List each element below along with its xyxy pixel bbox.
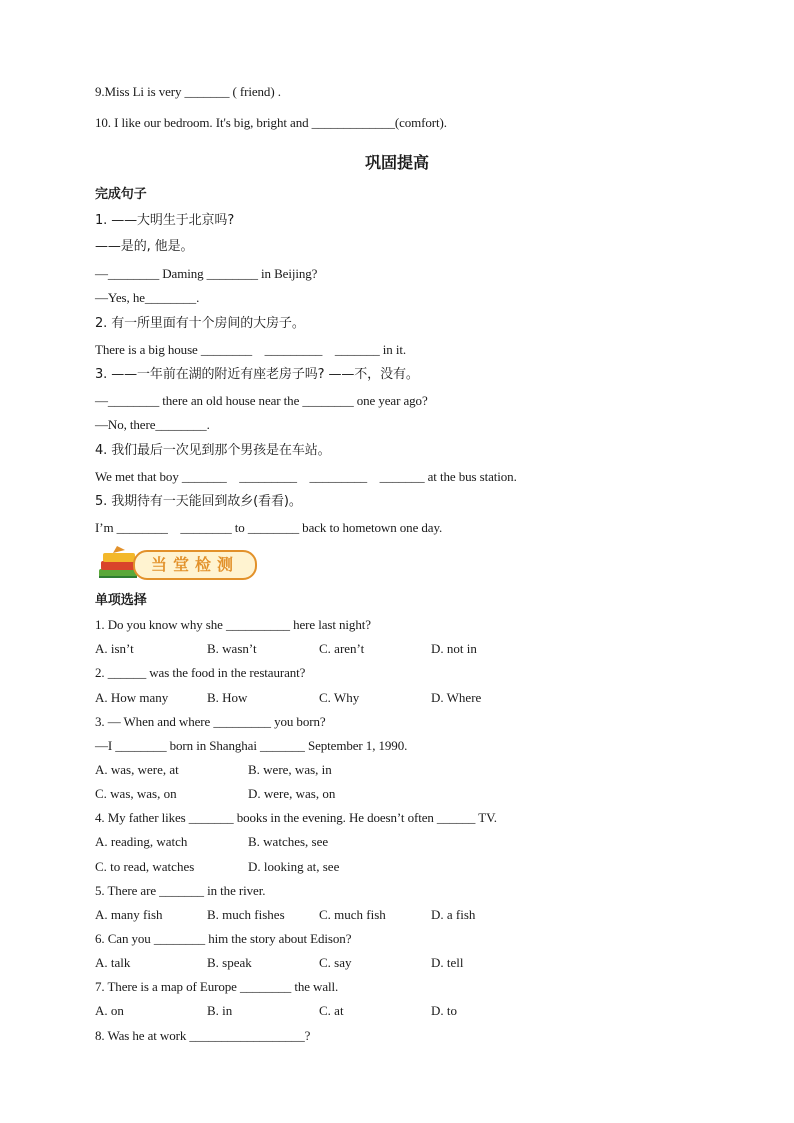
complete-line: —________ there an old house near the ________ one year ago? [95,393,428,408]
option: A. isn’t [95,641,134,656]
option: D. looking at, see [248,859,340,874]
option: D. tell [431,955,464,970]
option: C. at [319,1003,344,1018]
option: A. reading, watch [95,834,188,849]
complete-line: 3. ——一年前在湖的附近有座老房子吗? ——不，没有。 [95,367,419,382]
option: A. on [95,1003,124,1018]
option: B. watches, see [248,834,329,849]
option: C. Why [319,690,360,705]
option: B. in [207,1003,233,1018]
classroom-test-banner [95,545,260,583]
complete-line: 5. 我期待有一天能回到故乡(看看)。 [95,494,302,509]
question-stem-2: —I ________ born in Shanghai _______ September 1, 1990. [95,738,408,753]
section-title: 巩固提高 [364,153,429,172]
question-stem: 2. ______ was the food in the restaurant? [95,665,306,680]
question-stem: 6. Can you ________ him the story about Edison? [95,931,352,946]
complete-line: I’m ________ ________ to ________ back to hometown one day. [95,520,443,535]
complete-line: —________ Daming ________ in Beijing? [95,266,318,281]
single-choice-heading: 单项选择 [95,593,147,608]
option: A. was, were, at [95,762,179,777]
option: D. not in [431,641,477,656]
option: B. much fishes [207,907,285,922]
option: B. How [207,690,248,705]
complete-line: We met that boy _______ _________ _________ _______ at the bus station. [95,469,517,484]
option: C. was, was, on [95,786,177,801]
option: B. speak [207,955,252,970]
option: C. aren’t [319,641,365,656]
complete-line: 2. 有一所里面有十个房间的大房子。 [95,316,305,331]
complete-sentences-heading: 完成句子 [95,187,147,202]
option: D. Where [431,690,482,705]
complete-line: 1. ——大明生于北京吗? [95,213,235,228]
option: B. were, was, in [248,762,332,777]
question-stem: 3. — When and where _________ you born? [95,714,326,729]
option: D. a fish [431,907,476,922]
question-stem: 1. Do you know why she __________ here last night? [95,617,371,632]
complete-line: —No, there________. [95,417,210,432]
question-9: 9.Miss Li is very _______ ( friend) . [95,84,281,99]
question-stem: 7. There is a map of Europe ________ the wall. [95,979,339,994]
option: C. much fish [319,907,386,922]
option: A. talk [95,955,131,970]
question-stem: 5. There are _______ in the river. [95,883,266,898]
option: A. many fish [95,907,163,922]
banner-label: 当堂检测 [133,550,257,580]
complete-line: ——是的, 他是。 [95,239,194,254]
option: C. say [319,955,352,970]
question-10: 10. I like our bedroom. It's big, bright and _____________(comfort). [95,115,447,130]
question-stem: 4. My father likes _______ books in the evening. He doesn’t often ______ TV. [95,810,497,825]
complete-line: —Yes, he________. [95,290,200,305]
complete-line: 4. 我们最后一次见到那个男孩是在车站。 [95,443,331,458]
option: D. to [431,1003,457,1018]
option: A. How many [95,690,169,705]
option: C. to read, watches [95,859,195,874]
question-stem: 8. Was he at work __________________? [95,1028,311,1043]
option: B. wasn’t [207,641,257,656]
option: D. were, was, on [248,786,336,801]
complete-line: There is a big house ________ _________ _______ in it. [95,342,407,357]
